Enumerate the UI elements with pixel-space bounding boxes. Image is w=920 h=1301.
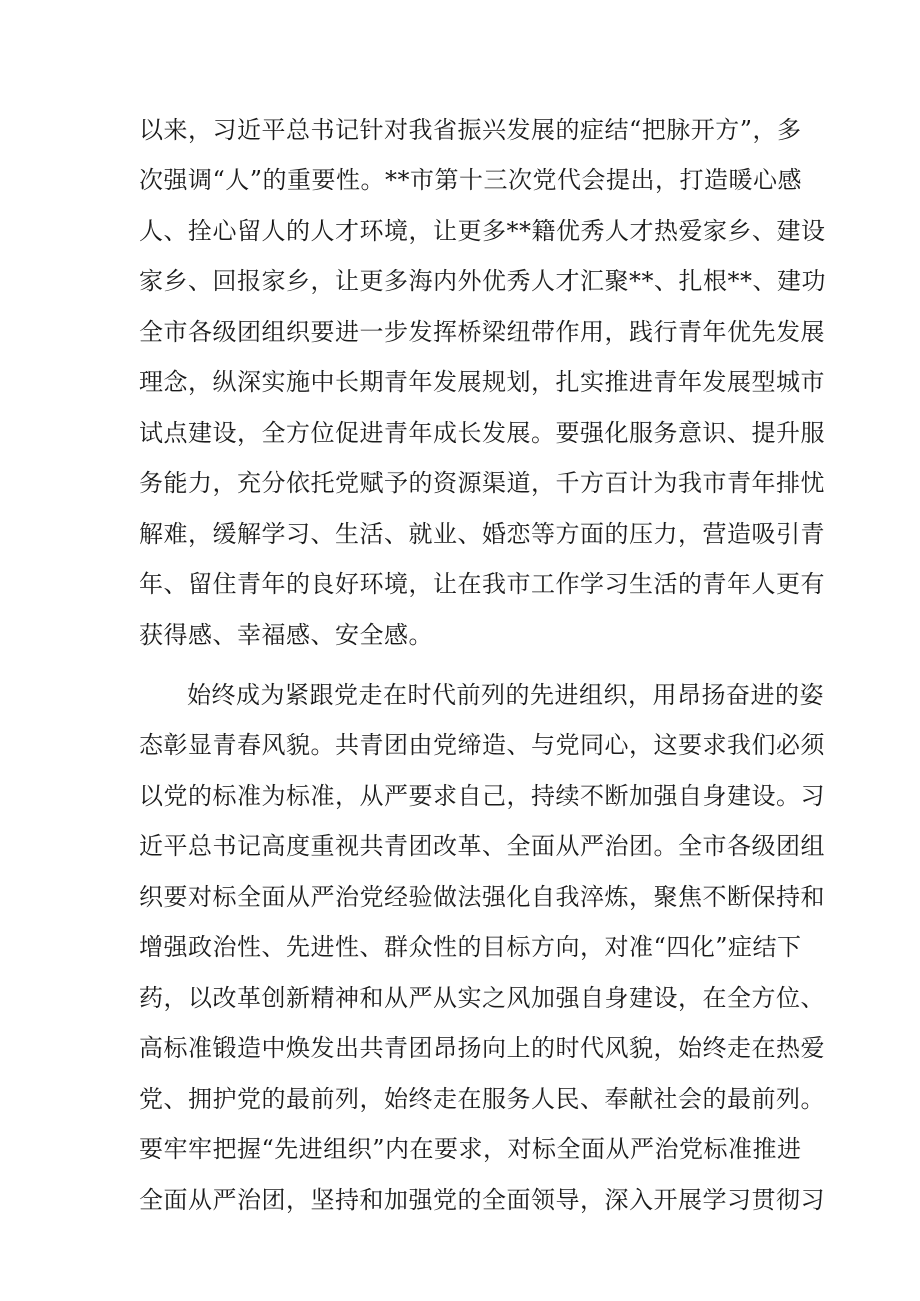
paragraph-2-line-6: 增强政治性、先进性、群众性的目标方向，对准“四化”症结下 <box>139 933 802 961</box>
paragraph-2-line-5: 织要对标全面从严治党经验做法强化自我淬炼，聚焦不断保持和 <box>139 883 825 911</box>
paragraph-2-line-11: 全面从严治团，坚持和加强党的全面领导，深入开展学习贯彻习 <box>139 1186 825 1214</box>
paragraph-1-line-7: 试点建设，全方位促进青年成长发展。要强化服务意识、提升服 <box>139 419 825 447</box>
paragraph-2-line-1: 始终成为紧跟党走在时代前列的先进组织，用昂扬奋进的姿 <box>187 681 824 709</box>
paragraph-2-line-2: 态彰显青春风貌。共青团由党缔造、与党同心，这要求我们必须 <box>139 731 825 759</box>
paragraph-1-line-1: 以来，习近平总书记针对我省振兴发展的症结“把脉开方”，多 <box>139 116 802 144</box>
paragraph-1-line-10: 年、留住青年的良好环境，让在我市工作学习生活的青年人更有 <box>139 570 825 598</box>
paragraph-1-line-8: 务能力，充分依托党赋予的资源渠道，千方百计为我市青年排忧 <box>139 469 825 497</box>
paragraph-1-line-9: 解难，缓解学习、生活、就业、婚恋等方面的压力，营造吸引青 <box>139 520 825 548</box>
paragraph-2-line-3: 以党的标准为标准，从严要求自己，持续不断加强自身建设。习 <box>139 782 825 810</box>
paragraph-2-line-9: 党、拥护党的最前列，始终走在服务人民、奉献社会的最前列。 <box>139 1085 825 1113</box>
paragraph-1-line-5: 全市各级团组织要进一步发挥桥梁纽带作用，践行青年优先发展 <box>139 318 825 346</box>
paragraph-2-line-7: 药，以改革创新精神和从严从实之风加强自身建设，在全方位、 <box>139 984 825 1012</box>
paragraph-1-line-4: 家乡、回报家乡，让更多海内外优秀人才汇聚**、扎根**、建功 <box>139 267 826 295</box>
paragraph-2-line-10: 要牢牢把握“先进组织”内在要求，对标全面从严治党标准推进 <box>139 1135 802 1163</box>
paragraph-1-line-6: 理念，纵深实施中长期青年发展规划，扎实推进青年发展型城市 <box>139 368 825 396</box>
paragraph-2-line-8: 高标准锻造中焕发出共青团昂扬向上的时代风貌，始终走在热爱 <box>139 1034 825 1062</box>
paragraph-1-line-11: 获得感、幸福感、安全感。 <box>139 621 433 649</box>
paragraph-2-line-4: 近平总书记高度重视共青团改革、全面从严治团。全市各级团组 <box>139 832 825 860</box>
paragraph-1-line-2: 次强调“人”的重要性。**市第十三次党代会提出，打造暖心感 <box>139 166 803 194</box>
paragraph-1-line-3: 人、拴心留人的人才环境，让更多**籍优秀人才热爱家乡、建设 <box>139 217 826 245</box>
